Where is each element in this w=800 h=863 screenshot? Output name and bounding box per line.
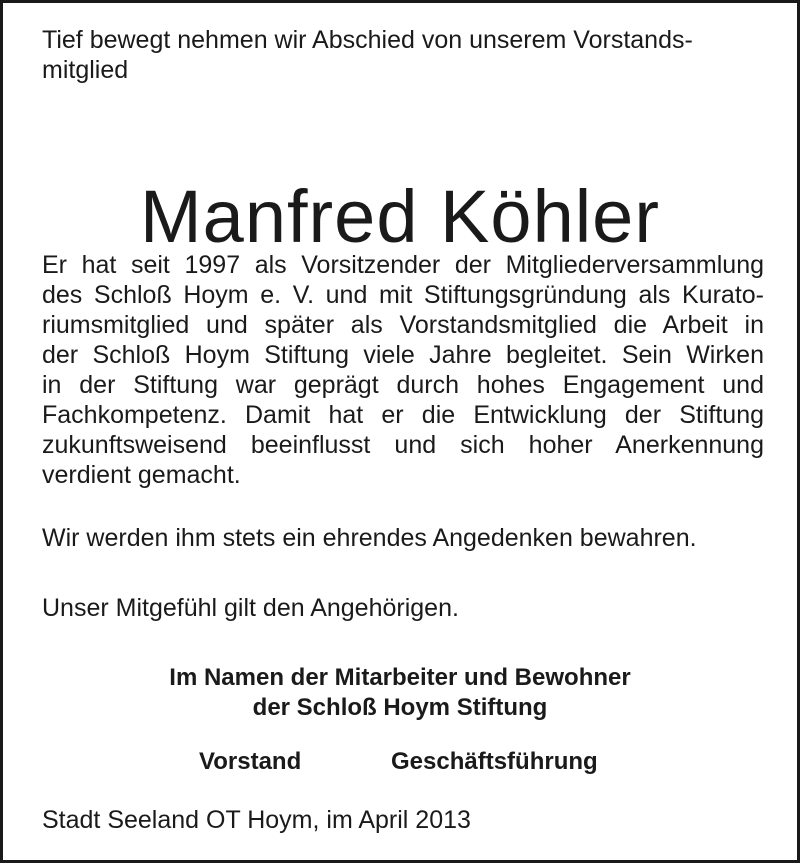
role-board: Vorstand [199, 748, 302, 775]
tribute-paragraph [42, 250, 764, 490]
tribute-line: Fachkompetenz. Damit hat er die Entwicklung der Stiftung [42, 401, 764, 429]
intro-line-1: Tief bewegt nehmen wir Abschied von unserem Vorstands- [42, 26, 693, 54]
signature-line-2: der Schloß Hoym Stiftung [252, 694, 548, 721]
tribute-line: der Schloß Hoym Stiftung viele Jahre begleitet. Sein Wirken [42, 341, 764, 369]
tribute-line: zukunftsweisend beeinflusst und sich hoher Anerkennung [42, 431, 764, 459]
tribute-line: des Schloß Hoym e. V. und mit Stiftungsgründung als Kurato- [42, 281, 764, 309]
intro-line-2: mitglied [42, 56, 129, 84]
tribute-line: verdient gemacht. [42, 461, 241, 489]
tribute-line: in der Stiftung war geprägt durch hohes Engagement und [42, 371, 764, 399]
sympathy-text: Unser Mitgefühl gilt den Angehörigen. [42, 594, 459, 622]
role-management: Geschäftsführung [391, 748, 598, 775]
tribute-line: riumsmitglied und später als Vorstandsmitglied die Arbeit in [42, 311, 764, 339]
place-and-date: Stadt Seeland OT Hoym, im April 2013 [42, 806, 471, 834]
signature-block [3, 663, 797, 723]
remembrance-text: Wir werden ihm stets ein ehrendes Angedenken bewahren. [42, 524, 697, 552]
intro-text [42, 25, 764, 85]
signature-line-1: Im Namen der Mitarbeiter und Bewohner [169, 664, 631, 691]
tribute-line: Er hat seit 1997 als Vorsitzender der Mitgliederversammlung [42, 251, 764, 279]
deceased-name: Manfred Köhler [140, 174, 660, 258]
